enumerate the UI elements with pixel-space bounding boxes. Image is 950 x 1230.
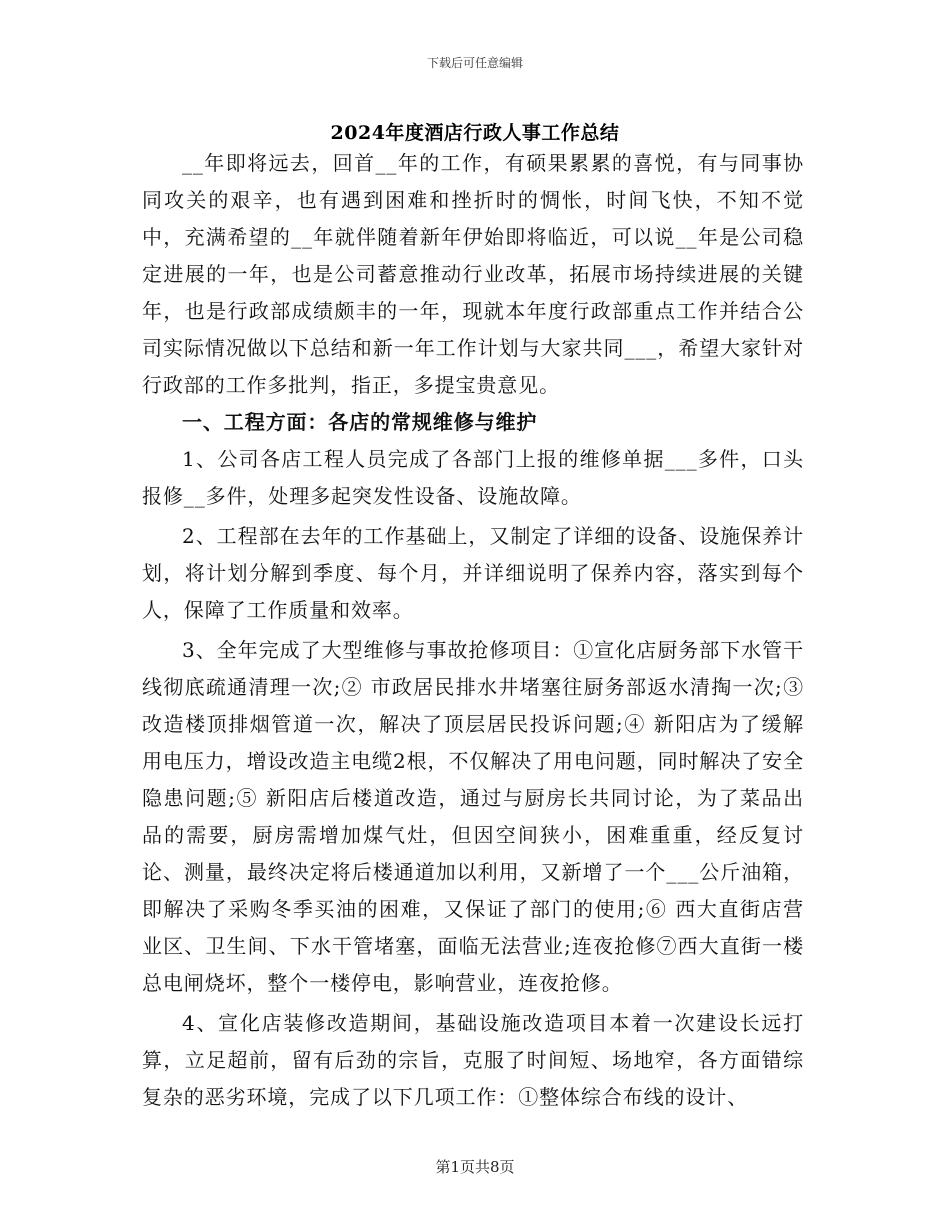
paragraph-item-1: 1、公司各店工程人员完成了各部门上报的维修单据___多件，口头报修__多件，处理多起突发性设备、设施故障。 xyxy=(142,447,804,508)
paragraph-item-2: 2、工程部在去年的工作基础上，又制定了详细的设备、设施保养计划，将计划分解到季度、每个月，并详细说明了保养内容，落实到每个人，保障了工作质量和效率。 xyxy=(142,524,804,622)
paragraph-item-4: 4、宣化店装修改造期间，基础设施改造项目本着一次建设长远打算，立足超前，留有后劲的宗旨，克服了时间短、场地窄，各方面错综复杂的恶劣环境，完成了以下几项工作：①整体综合布线的设计、 xyxy=(142,1011,804,1109)
page-footer: 第1页共8页 xyxy=(435,1158,515,1176)
paragraph-item-3: 3、全年完成了大型维修与事故抢修项目：①宣化店厨务部下水管干线彻底疏通清理一次;② 市政居民排水井堵塞往厨务部返水清掏一次;③ 改造楼顶排烟管道一次，解决了顶层居民投诉问题;④ 新阳店为了缓解用电压力，增设改造主电缆2根，不仅解决了用电问题，同时解决了安全隐患问题;⑤ 新阳店后楼道改造，通过与厨房长共同讨论，为了菜品出品的需要，厨房需增加煤气灶，但因空间狭小，困难重重，经反复讨论、测量，最终决定将后楼通道加以利用，又新增了一个___公斤油箱，即解决了采购冬季买油的困难，又保证了部门的使用;⑥ 西大直街店营业区、卫生间、下水干管堵塞，面临无法营业;连夜抢修⑦西大直街一楼总电闸烧坏，整个一楼停电，影响营业，连夜抢修。 xyxy=(142,638,804,995)
section-heading-engineering: 一、工程方面：各店的常规维修与维护 xyxy=(182,410,538,434)
page-header: 下载后可任意编辑 xyxy=(426,56,523,70)
intro-paragraph: __年即将远去，回首__年的工作，有硕果累累的喜悦，有与同事协同攻关的艰辛，也有遇到困难和挫折时的惆怅，时间飞快，不知不觉中，充满希望的__年就伴随着新年伊始即将临近，可以说__年是公司稳定进展的一年，也是公司蓄意推动行业改革，拓展市场持续进展的关键年，也是行政部成绩颇丰的一年，现就本年度行政部重点工作并结合公司实际情况做以下总结和新一年工作计划与大家共同___，希望大家针对行政部的工作多批判，指正，多提宝贵意见。 xyxy=(142,151,804,397)
document-title: 2024年度酒店行政人事工作总结 xyxy=(330,122,620,144)
document-body xyxy=(142,145,804,1116)
